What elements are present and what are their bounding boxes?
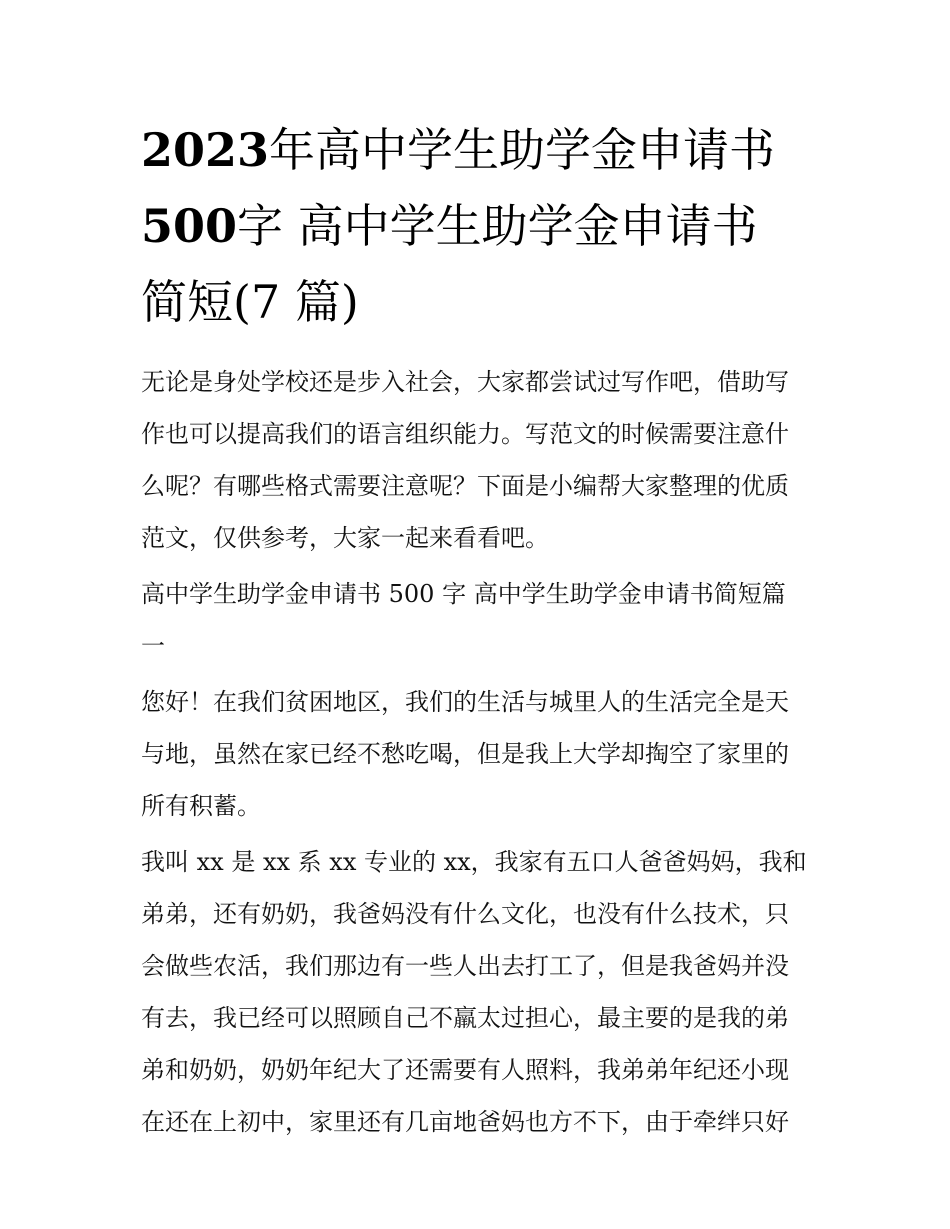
paragraph-greeting <box>141 676 813 832</box>
text-line: 高中学生助学金申请书 500 字 高中学生助学金申请书简短篇 <box>141 580 786 608</box>
text-line: 在还在上初中，家里还有几亩地爸妈也方不下，由于牵绊只好 <box>141 1108 789 1136</box>
text-line: 与地，虽然在家已经不愁吃喝，但是我上大学却掏空了家里的 <box>141 740 789 768</box>
text-line: 您好！在我们贫困地区，我们的生活与城里人的生活完全是天 <box>141 688 789 716</box>
text-line: 所有积蓄。 <box>141 792 261 820</box>
text-line: 范文，仅供参考，大家一起来看看吧。 <box>141 524 549 552</box>
title-line-3: 简短(7 篇) <box>141 275 359 329</box>
text-line: 我叫 xx 是 xx 系 xx 专业的 xx，我家有五口人爸爸妈妈，我和 <box>141 848 807 876</box>
document-title <box>141 112 813 340</box>
title-line-1: 2023年高中学生助学金申请书 <box>141 123 776 177</box>
text-line: 作也可以提高我们的语言组织能力。写范文的时候需要注意什 <box>141 420 789 448</box>
text-line: 一 <box>141 632 165 660</box>
text-line: 弟弟，还有奶奶，我爸妈没有什么文化，也没有什么技术，只 <box>141 900 789 928</box>
document-page <box>141 112 813 1152</box>
document-body <box>141 356 813 1148</box>
text-line: 有去，我已经可以照顾自己不羸太过担心，最主要的是我的弟 <box>141 1004 789 1032</box>
paragraph-intro <box>141 356 813 564</box>
text-line: 弟和奶奶，奶奶年纪大了还需要有人照料，我弟弟年纪还小现 <box>141 1056 789 1084</box>
text-line: 么呢？有哪些格式需要注意呢？下面是小编帮大家整理的优质 <box>141 472 789 500</box>
text-line: 无论是身处学校还是步入社会，大家都尝试过写作吧，借助写 <box>141 368 789 396</box>
paragraph-family <box>141 836 813 1148</box>
text-line: 会做些农活，我们那边有一些人出去打工了，但是我爸妈并没 <box>141 952 789 980</box>
section-heading <box>141 568 813 672</box>
title-line-2: 500字 高中学生助学金申请书 <box>141 199 758 253</box>
